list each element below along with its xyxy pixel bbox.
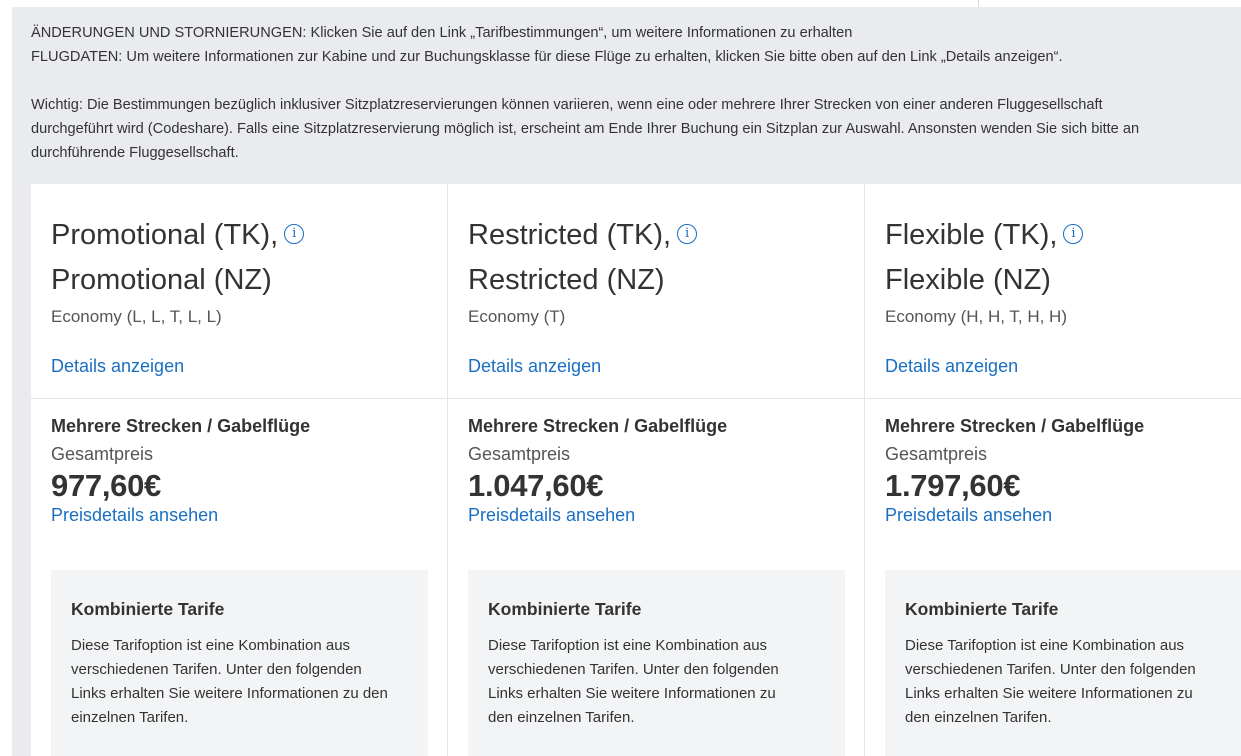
combined-fares-line-1: Diese Tarifoption ist eine Kombination aus xyxy=(71,637,351,654)
total-price-label: Gesamtpreis xyxy=(468,444,571,464)
route-type: Mehrere Strecken / Gabelflüge xyxy=(885,416,1145,436)
info-icon[interactable]: i xyxy=(1063,224,1083,244)
combined-fares-text xyxy=(71,634,408,730)
details-link[interactable]: Details anzeigen xyxy=(468,356,602,376)
combined-fares-line-1: Diese Tarifoption ist eine Kombination aus xyxy=(905,637,1185,654)
fare-cards xyxy=(31,184,1241,756)
fare-card-restricted[interactable] xyxy=(448,184,865,756)
total-price: 977,60€ xyxy=(51,468,161,503)
fare-card-header xyxy=(448,184,864,376)
total-price-label: Gesamtpreis xyxy=(885,444,988,464)
info-icon[interactable]: i xyxy=(677,224,697,244)
route-type: Mehrere Strecken / Gabelflüge xyxy=(468,416,728,436)
details-link[interactable]: Details anzeigen xyxy=(51,356,185,376)
price-block xyxy=(31,399,447,527)
price-block xyxy=(448,399,864,527)
fare-name xyxy=(51,213,427,258)
combined-fares-text xyxy=(488,634,825,730)
price-details-link[interactable]: Preisdetails ansehen xyxy=(468,505,636,525)
fare-notice xyxy=(31,21,1241,165)
combined-fares-line-4: den einzelnen Tarifen. xyxy=(905,709,1052,726)
fare-name-line-1: Restricted (TK), xyxy=(468,219,672,251)
fare-name-line-2: Restricted (NZ) xyxy=(468,264,665,296)
notice-important-line-1: Wichtig: Die Bestimmungen bezüglich inklusiver Sitzplatzreservierungen können variieren, wenn eine oder mehrere Ihrer Strecken von einer anderen Fluggesellschaft xyxy=(31,97,1103,113)
fare-name xyxy=(885,213,1241,258)
combined-fares-line-2: verschiedenen Tarifen. Unter den folgenden xyxy=(71,661,362,678)
combined-fares-title: Kombinierte Tarife xyxy=(488,599,642,619)
combined-fares-line-3: Links erhalten Sie weitere Informationen zu den xyxy=(71,685,388,702)
notice-important-line-2: durchgeführt wird (Codeshare). Falls eine Sitzplatzreservierung möglich ist, erscheint am Ende Ihrer Buchung ein Sitzplan zur Auswahl. Ansonsten wenden Sie sich bitte an xyxy=(31,121,1140,137)
combined-fares-title: Kombinierte Tarife xyxy=(905,599,1059,619)
total-price: 1.797,60€ xyxy=(885,468,1021,503)
combined-fares-line-3: Links erhalten Sie weitere Informationen zu xyxy=(905,685,1193,702)
route-type: Mehrere Strecken / Gabelflüge xyxy=(51,416,311,436)
fare-card-header xyxy=(865,184,1241,376)
total-price: 1.047,60€ xyxy=(468,468,604,503)
combined-fares-line-4: den einzelnen Tarifen. xyxy=(488,709,635,726)
cabin-class: Economy (H, H, T, H, H) xyxy=(885,307,1067,326)
notice-important-line-3: durchführende Fluggesellschaft. xyxy=(31,145,239,161)
price-details-link[interactable]: Preisdetails ansehen xyxy=(51,505,219,525)
combined-fares-line-4: einzelnen Tarifen. xyxy=(71,709,189,726)
fare-name-line-2: Flexible (NZ) xyxy=(885,264,1051,296)
fare-name xyxy=(468,213,844,258)
combined-fares-box xyxy=(468,570,845,756)
fare-card-flexible[interactable] xyxy=(865,184,1241,756)
fare-name-line-2: Promotional (NZ) xyxy=(51,264,272,296)
notice-flight-data: FLUGDATEN: Um weitere Informationen zur Kabine und zur Buchungsklasse für diese Flüge zu erhalten, klicken Sie bitte oben auf den Link „Details anzeigen“. xyxy=(31,49,1063,65)
top-strip xyxy=(12,0,1241,7)
details-link[interactable]: Details anzeigen xyxy=(885,356,1019,376)
cabin-class: Economy (L, L, T, L, L) xyxy=(51,307,222,326)
combined-fares-line-2: verschiedenen Tarifen. Unter den folgenden xyxy=(488,661,779,678)
fare-selection-page xyxy=(12,0,1241,756)
combined-fares-line-2: verschiedenen Tarifen. Unter den folgenden xyxy=(905,661,1196,678)
fare-card-header xyxy=(31,184,447,376)
fare-name-line-1: Flexible (TK), xyxy=(885,219,1058,251)
cabin-class: Economy (T) xyxy=(468,307,566,326)
combined-fares-title: Kombinierte Tarife xyxy=(71,599,225,619)
combined-fares-box xyxy=(51,570,428,756)
combined-fares-line-3: Links erhalten Sie weitere Informationen zu xyxy=(488,685,776,702)
notice-changes: ÄNDERUNGEN UND STORNIERUNGEN: Klicken Sie auf den Link „Tarifbestimmungen“, um weitere Informationen zu erhalten xyxy=(31,25,853,41)
combined-fares-box xyxy=(885,570,1241,756)
combined-fares-line-1: Diese Tarifoption ist eine Kombination aus xyxy=(488,637,768,654)
total-price-label: Gesamtpreis xyxy=(51,444,154,464)
top-strip-divider xyxy=(978,0,979,7)
price-details-link[interactable]: Preisdetails ansehen xyxy=(885,505,1053,525)
info-icon[interactable]: i xyxy=(284,224,304,244)
fare-name-line-1: Promotional (TK), xyxy=(51,219,279,251)
combined-fares-text xyxy=(905,634,1241,730)
price-block xyxy=(865,399,1241,527)
fare-card-promotional[interactable] xyxy=(31,184,448,756)
